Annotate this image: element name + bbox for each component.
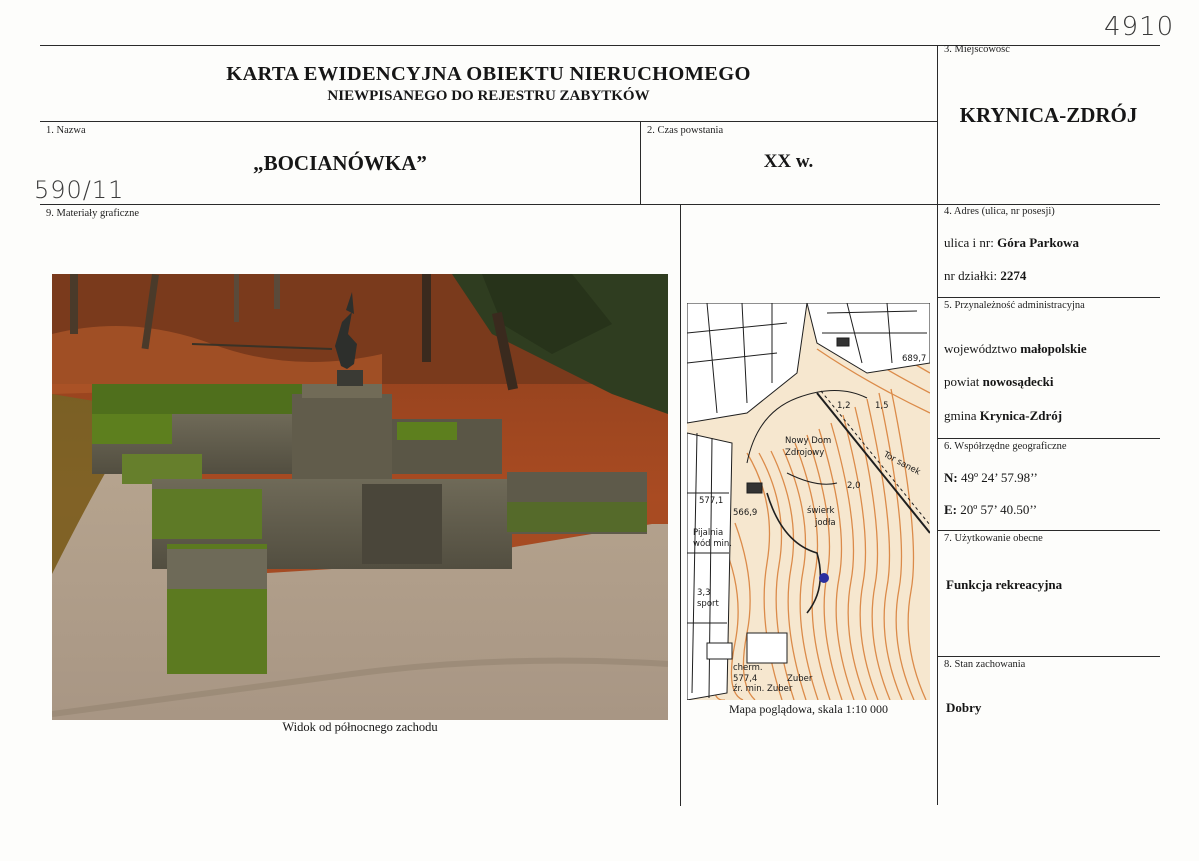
map-label: cherm. bbox=[733, 663, 763, 673]
commune-value: Krynica-Zdrój bbox=[979, 408, 1063, 423]
address-label: 4. Adres (ulica, nr posesji) bbox=[944, 206, 1055, 217]
usage-bottom-rule bbox=[937, 656, 1160, 657]
record-number-handwritten: 4910 bbox=[1104, 12, 1175, 42]
address-bottom-rule bbox=[937, 297, 1160, 298]
map-label: 689,7 bbox=[902, 354, 927, 364]
right-column-rule bbox=[937, 45, 938, 805]
latitude-value: 49º 24’ 57.98’’ bbox=[960, 470, 1038, 485]
voivodeship-value: małopolskie bbox=[1020, 341, 1087, 356]
map-label: 2,0 bbox=[847, 481, 861, 491]
graphics-label: 9. Materiały graficzne bbox=[46, 208, 139, 219]
map-label: świerk bbox=[807, 506, 835, 516]
street-prefix: ulica i nr: bbox=[944, 235, 994, 250]
inventory-number-handwritten: 590/11 bbox=[34, 176, 125, 204]
coords-bottom-rule bbox=[937, 530, 1160, 531]
map-left-rule bbox=[680, 204, 681, 806]
latitude-line bbox=[944, 470, 1038, 486]
condition-value: Dobry bbox=[946, 700, 982, 715]
location-map bbox=[687, 303, 930, 700]
voivodeship-line bbox=[944, 341, 1087, 357]
map-label: wód min. bbox=[693, 539, 732, 549]
map-label: Nowy Dom bbox=[785, 436, 832, 446]
latitude-prefix: N: bbox=[944, 470, 958, 485]
map-label: Pijalnia bbox=[693, 528, 724, 538]
map-label: Zuber bbox=[787, 674, 813, 684]
period-label: 2. Czas powstania bbox=[647, 125, 724, 136]
photo-caption: Widok od północnego zachodu bbox=[282, 720, 438, 734]
map-label: 3,3 bbox=[697, 588, 711, 598]
plot-value: 2274 bbox=[1000, 268, 1027, 283]
admin-bottom-rule bbox=[937, 438, 1160, 439]
card-subtitle: NIEWPISANEGO DO REJESTRU ZABYTKÓW bbox=[327, 88, 650, 104]
title-bottom-rule bbox=[40, 121, 937, 122]
name-label: 1. Nazwa bbox=[46, 125, 86, 136]
coords-label: 6. Współrzędne geograficzne bbox=[944, 441, 1067, 452]
map-label: źr. min. Zuber bbox=[733, 684, 793, 694]
map-label: jodła bbox=[815, 518, 836, 528]
name-bottom-rule bbox=[40, 204, 1160, 205]
card-title: KARTA EWIDENCYJNA OBIEKTU NIERUCHOMEGO bbox=[226, 63, 751, 85]
object-name: „BOCIANÓWKA” bbox=[253, 151, 427, 175]
map-label: Tor sanek bbox=[881, 449, 922, 478]
longitude-prefix: E: bbox=[944, 502, 957, 517]
map-label: sport bbox=[697, 599, 719, 609]
county-prefix: powiat bbox=[944, 374, 980, 389]
county-line bbox=[944, 374, 1053, 390]
map-label: 1,2 bbox=[837, 401, 851, 411]
county-value: nowosądecki bbox=[982, 374, 1054, 389]
longitude-line bbox=[944, 502, 1037, 518]
longitude-value: 20º 57’ 40.50’’ bbox=[960, 502, 1038, 517]
map-label: 577,1 bbox=[699, 496, 724, 506]
street-value: Góra Parkowa bbox=[997, 235, 1080, 250]
map-label: 1,5 bbox=[875, 401, 889, 411]
plot-prefix: nr działki: bbox=[944, 268, 998, 283]
locality-value: KRYNICA-ZDRÓJ bbox=[959, 103, 1138, 127]
map-label: Zdrojowy bbox=[785, 448, 825, 458]
street-line bbox=[944, 235, 1079, 251]
map-label: 566,9 bbox=[733, 508, 758, 518]
map-caption: Mapa poglądowa, skala 1:10 000 bbox=[729, 702, 888, 716]
site-photo bbox=[52, 274, 668, 720]
commune-prefix: gmina bbox=[944, 408, 977, 423]
admin-label: 5. Przynależność administracyjna bbox=[944, 300, 1085, 311]
usage-label: 7. Użytkowanie obecne bbox=[944, 533, 1043, 544]
usage-value: Funkcja rekreacyjna bbox=[946, 577, 1063, 592]
condition-label: 8. Stan zachowania bbox=[944, 659, 1026, 670]
period-value: XX w. bbox=[763, 151, 814, 172]
locality-label: 3. Miejscowość bbox=[944, 44, 1010, 55]
commune-line bbox=[944, 408, 1062, 424]
map-label: 577,4 bbox=[733, 674, 758, 684]
voivodeship-prefix: województwo bbox=[944, 341, 1017, 356]
plot-line bbox=[944, 268, 1026, 284]
